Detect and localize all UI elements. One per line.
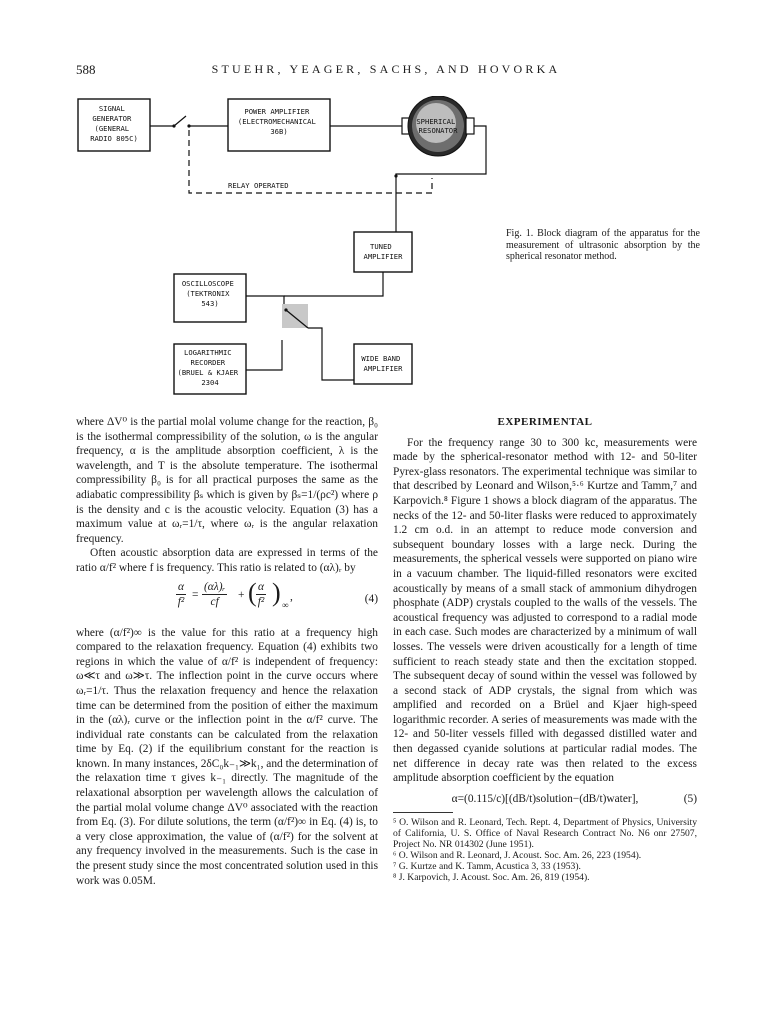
equation-number: (5): [683, 792, 697, 805]
power-amplifier-label: POWER AMPLIFIER (ELECTROMECHANICAL 36B): [237, 107, 316, 136]
tuned-amplifier-label: TUNED AMPLIFIER: [363, 242, 403, 261]
page-number: 588: [76, 62, 96, 77]
section-heading: EXPERIMENTAL: [497, 416, 593, 428]
paragraph: For the frequency range 30 to 300 kc, measurements were made by the spherical-resonator method with 12- and 50-liter Pyrex-glass resonators. The experimental technique was similar to that described by Leonard and Wilson,⁵·⁶ Kurtze and Tamm,⁷ and Karpovich.⁸ Figure 1 shows a block diagram of the apparatus. The necks of the 12- and 50-liter flasks were reduced to approximately 1.2 cm o.d. in an attempt to reduce mode conversion and subsequent boundary losses with a large neck. During the measurements, the spherical vessels were supported on piano wire in a vacuum chamber. The liquid-filled resonators were excited acoustically by means of a small stack of ammonium dihydrogen phosphate (ADP) crystals coupled to the walls of the vessels. The acoustical frequency was adjusted to correspond to a radial mode in each case. Such modes are characterized by a minimum of wall losses. The vessels were driven acoustically for a length of time sufficient to reach steady state and then the excitation stopped. The subsequent decay of sound within the vessel was followed by a second stack of ADP crystals, the signal from which was amplified and recorded on a Brüel and Kjaer high-speed logarithmic recorder. A series of measurements was made with the 12- and 50-liter vessels filled with degassed distilled water and then degassed cyanide solutions at particular radial modes. The net difference in decay rate was then related to the excess amplitude absorption coefficient by the equation: [393, 436, 697, 785]
running-head-authors: STUEHR, YEAGER, SACHS, AND HOVORKA: [211, 62, 561, 76]
equation-number: (4): [364, 592, 378, 605]
block-diagram-figure: [76, 96, 700, 396]
equation-4: $\frac{\alpha}{\text{f²}}$ = $\frac{\text{(αλ)ᵣ}}{cf}$ + ( $\frac{\alpha}{\text{f²}}$ ) ∞ , (4): [177, 577, 378, 610]
left-column: [76, 415, 378, 888]
resonator-label: SPHERICAL RESONATOR: [416, 117, 458, 135]
paragraph: Often acoustic absorption data are expressed in terms of the ratio α/f² where f is frequency. This ratio is related to (αλ)ᵣ by: [76, 547, 378, 574]
recorder-label: LOGARITHMIC RECORDER (BRUEL & KJAER 2304: [177, 348, 239, 387]
wide-band-label: WIDE BAND AMPLIFIER: [361, 354, 403, 373]
footnote-rule: [393, 812, 453, 813]
paragraph: where ΔV⁰ is the partial molal volume change for the reaction, β₀ is the isothermal compressibility of the solution, ω is the angular frequency, α is the amplitude absorption coefficient, λ is the wavelength, and T is the absolute temperature. The isothermal compressibility β₀ is for all practical purposes the same as the adiabatic compressibility βₛ which is given by βₛ=1/(ρc²) where ρ is the density and c is the acoustic velocity. Equation (3) has a maximum value at ωᵣ=1/τ, where ωᵣ is the angular relaxation frequency.: [76, 416, 378, 545]
footnote: ⁷ G. Kurtze and K. Tamm, Acustica 3, 33 (1953).: [393, 861, 581, 873]
relay-label: RELAY OPERATED: [228, 181, 289, 190]
footnote: ⁵ O. Wilson and R. Leonard, Tech. Rept. 4, Department of Physics, University of California, U. S. Office of Naval Research Contract No. N6 onr 27507, Project No. NR 014302 (June 1951).: [393, 817, 697, 851]
oscilloscope-label: OSCILLOSCOPE (TEKTRONIX 543): [181, 279, 234, 308]
footnote: ⁸ J. Karpovich, J. Acoust. Soc. Am. 26, 819 (1954).: [393, 872, 590, 884]
figure-caption: Fig. 1. Block diagram of the apparatus for the measurement of ultrasonic absorption by the spherical resonator method.: [506, 228, 700, 262]
right-column: [393, 415, 697, 883]
page-header: [76, 62, 696, 82]
equation-5-body: α=(0.115/c)[(dB/t)solution−(dB/t)water],: [451, 792, 639, 805]
footnote: ⁶ O. Wilson and R. Leonard, J. Acoust. Soc. Am. 26, 223 (1954).: [393, 850, 642, 862]
equation-5: [393, 792, 697, 807]
paragraph: where (α/f²)∞ is the value for this ratio at a frequency high compared to the relaxation frequency. Equation (4) exhibits two regions in which the value of α/f² is independent of frequency: ω≪τ and ω≫τ. The inflection point in the curve occurs where ωᵣ=1/τ. Thus the relaxation frequency and hence the relaxation time can be determined from the position of either the maximum in the (αλ)ᵣ curve or the inflection point in the α/f² curve. The individual rate constants can be calculated from the relaxation time by Eq. (2) if the equilibrium constant for the reaction is known. In many instances, 2δC₀k₋₁≫k₁, and the determination of the relaxation time τ gives k₋₁ directly. The magnitude of the relaxational absorption per wavelength allows the calculation of the partial molal volume change ΔV⁰ associated with the reaction from Eq. (3). For dilute solutions, the term (α/f²)∞ in Eq. (4) is, to a very close approximation, the value of (α/f²) for the solvent at any frequency involved in the measurements. Such is the case in the present study since the most concentrated solution used in this work was 0.05M.: [76, 626, 378, 887]
signal-generator-label: SIGNAL GENERATOR (GENERAL RADIO 805C): [90, 104, 138, 143]
